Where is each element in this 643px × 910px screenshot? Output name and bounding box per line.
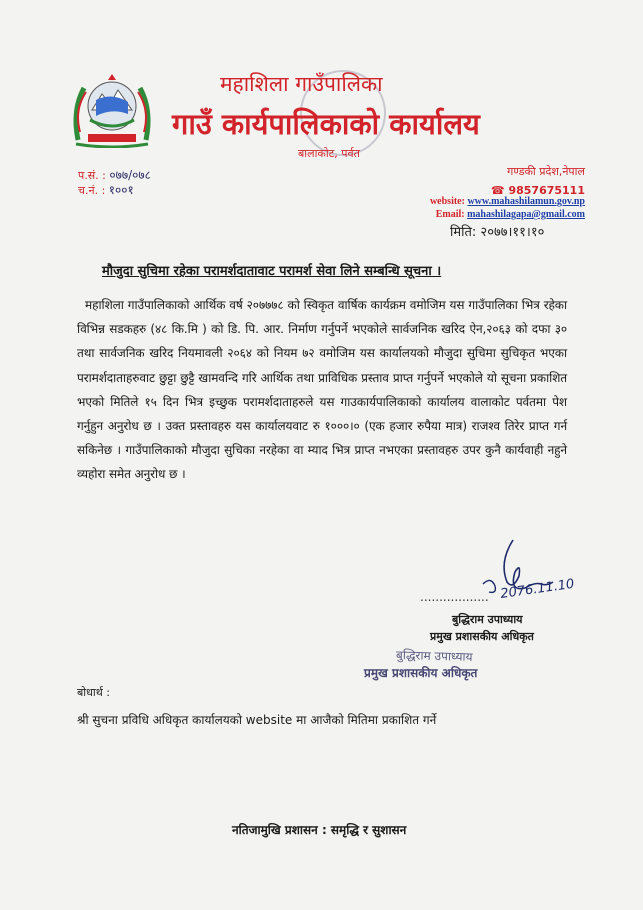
cc-item: श्री सुचना प्रविधि अधिकृत कार्यालयको website मा आजैको मितिमा प्रकाशित गर्ने — [77, 713, 437, 727]
cc-label: बोधार्थ : — [77, 686, 110, 699]
phone-icon: ☎ — [490, 184, 509, 197]
province: गण्डकी प्रदेश,नेपाल — [507, 165, 585, 178]
notice-body: महाशिला गाउँपालिकाको आर्थिक वर्ष २०७७७८ को स्विकृत वार्षिक कार्यक्रम वमोजिम यस गाउँपालिका भित्र रहेका विभिन्न सडकहरु (४८ कि.मि ) को डि. पि. आर. निर्माण गर्नुपर्ने भएकोले सार्वजनिक खरिद ऐन,२०६३ को दफा ३० तथा सार्वजनिक खरिद नियमावली २०६४ को नियम ७२ वमोजिम यस कार्यालयको मौजुदा सुचिमा सुचिकृत भएका परामर्शदाताहरुवाट छुट्टा छुट्टै खामवन्दि गरि आर्थिक तथा प्राविधिक प्रस्ताव प्राप्त गर्नुपर्ने भएकोले यो सूचना प्रकाशित भएको मितिले १५ दिन भित्र इच्छुक परामर्शदाताहरुले यस गाउकार्यपालिकाको कार्यालय वालाकोट पर्वतमा पेश गर्नुहुन अनुरोध छ । उक्त प्रस्तावहरु यस कार्यालयवाट रु १०००।० (एक हजार रुपैया मात्र) राजश्व तिरेर प्राप्त गर्न सकिनेछ । गाउँपालिकाको मौजुदा सुचिका नरहेका वा म्याद भित्र प्राप्त नभएका प्रस्तावहरु उपर कुनै कार्यवाही नहुने व्यहोरा समेत अनुरोध छ । — [77, 298, 567, 482]
website-line — [430, 196, 585, 207]
svg-text:2076.11.10: 2076.11.10 — [499, 576, 576, 602]
municipality-name: महाशिला गाउँपालिका — [220, 72, 383, 96]
email-line — [436, 209, 585, 220]
office-name: गाउँ कार्यपालिकाको कार्यालय — [172, 107, 480, 141]
notice-date: मिति: २०७७।११।१० — [450, 225, 545, 240]
website-link[interactable]: www.mahashilamun.gov.np — [467, 196, 585, 207]
email-link[interactable]: mahashilagapa@gmail.com — [467, 209, 585, 220]
phone-number: 9857675111 — [508, 184, 585, 197]
signatory-name: बुद्धिराम उपाध्याय — [452, 613, 523, 626]
notice-subject: मौजुदा सुचिमा रहेका परामर्शदातावाट परामर्श सेवा लिने सम्बन्धि सूचना । — [102, 264, 442, 279]
nepal-emblem-icon — [70, 70, 154, 148]
email-label: Email: — [435, 209, 465, 220]
patra-label: प.सं. : — [78, 169, 110, 182]
chalani-value: १००१ — [108, 183, 134, 197]
office-address: बालाकोट, पर्वत — [298, 147, 360, 160]
stamp-name: बुद्धिराम उपाध्याय — [395, 647, 473, 665]
signatory-title: प्रमुख प्रशासकीय अधिकृत — [430, 630, 534, 643]
reference-chalani — [78, 181, 134, 198]
signature-line: .................. — [420, 590, 489, 604]
website-label: website: — [429, 196, 465, 207]
patra-value: ०७७/०७८ — [109, 168, 151, 182]
stamp-title: प्रमुख प्रशासकीय अधिकृत — [364, 666, 478, 680]
footer-motto: नतिजामुखि प्रशासन : समृद्धि र सुशासन — [232, 823, 407, 837]
chalani-label: च.नं. : — [78, 184, 109, 197]
